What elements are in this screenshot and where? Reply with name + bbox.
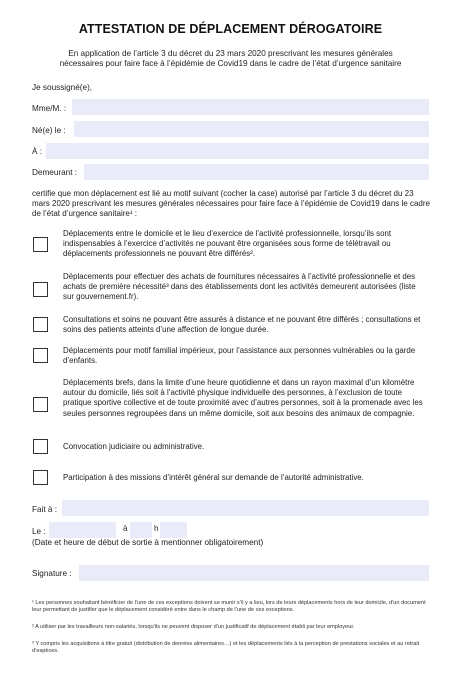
- date-label: Le :: [32, 527, 46, 536]
- address-field[interactable]: [84, 164, 429, 180]
- page-title: ATTESTATION DE DÉPLACEMENT DÉROGATOIRE: [78, 22, 383, 36]
- name-label: Mme/M. :: [32, 104, 67, 113]
- intro-line-1: En application de l’article 3 du décret du 23 mars 2020 prescrivant les mesures générales: [68, 49, 393, 58]
- date-at-label: à: [123, 524, 128, 533]
- date-note: (Date et heure de début de sortie à mentionner obligatoirement): [32, 538, 264, 547]
- intro-text: [26, 49, 435, 69]
- option-text-purchases: Déplacements pour effectuer des achats de fournitures nécessaires à l’activité professionnelle et des achats de première nécessité³ dans des établissements dont les activités demeurent autorisées (liste sur gouvernement.fr).: [63, 272, 416, 302]
- option-text-health: Consultations et soins ne pouvant être assurés à distance et ne pouvant être différés ; consultations et soins des patients atteints d’une affection de longue durée.: [63, 315, 421, 335]
- option-checkbox-general-interest[interactable]: [33, 470, 48, 485]
- birth-date-field[interactable]: [74, 121, 429, 137]
- option-text-exercise: Déplacements brefs, dans la limite d’une heure quotidienne et dans un rayon maximal d’un kilomètre autour du domicile, liés soit à l’activité physique individuelle des personnes, à l’exclusion de toute pratique sportive collective et de toute proximité avec d’autres personnes, soit à la promenade avec les seules personnes regroupées dans un même domicile, soit aux besoins des animaux de compagnie.: [63, 378, 423, 418]
- undersigned-label: Je soussigné(e),: [32, 83, 93, 92]
- footnote-2: ² A utiliser par les travailleurs non-salariés, lorsqu’ils ne peuvent disposer d’un justificatif de déplacement établi par leur employeur.: [32, 624, 355, 630]
- address-label: Demeurant :: [32, 168, 78, 177]
- date-field[interactable]: [49, 522, 116, 538]
- birth-date-label: Né(e) le :: [32, 126, 66, 135]
- option-text-general-interest: Participation à des missions d’intérêt général sur demande de l’autorité administrative.: [63, 473, 364, 482]
- option-text-judicial: Convocation judiciaire ou administrative.: [63, 442, 205, 451]
- place-field[interactable]: [62, 500, 429, 516]
- signature-label: Signature :: [32, 569, 72, 578]
- name-field[interactable]: [72, 99, 429, 115]
- option-text-professional: Déplacements entre le domicile et le lieu d’exercice de l’activité professionnelle, lorsqu’ils sont indispensables à l’exercice d’activités ne pouvant être organisées sous forme de télétravail ou déplacements professionnels ne pouvant être différés².: [63, 229, 392, 259]
- footnote-3: ³ Y compris les acquisitions à titre gratuit (distribution de denrées alimentaires…) et les déplacements liés à la perception de prestations sociales et au retrait d’espèces.: [32, 641, 420, 654]
- option-checkbox-purchases[interactable]: [33, 282, 48, 297]
- minute-field[interactable]: [160, 522, 187, 538]
- birth-place-field[interactable]: [46, 143, 429, 159]
- birth-place-label: À :: [32, 147, 43, 156]
- option-text-family: Déplacements pour motif familial impérieux, pour l’assistance aux personnes vulnérables ou la garde d’enfants.: [63, 346, 416, 366]
- certify-text: certifie que mon déplacement est lié au motif suivant (cocher la case) autorisé par l’article 3 du décret du 23 mars 2020 prescrivant les mesures générales nécessaires pour faire face à l’épidémie de Covid19 dans le cadre de l’état d’urgence sanitaire¹ :: [32, 189, 430, 218]
- footnote-1: ¹ Les personnes souhaitant bénéficier de l’une de ces exceptions doivent se munir s’il y a lieu, lors de leurs déplacements hors de leur domicile, d’un document leur permettant de justifier que le déplacement considéré entre dans le champ de l’une de ces exceptions.: [32, 600, 426, 613]
- signature-field[interactable]: [79, 565, 429, 581]
- option-checkbox-exercise[interactable]: [33, 397, 48, 412]
- hour-suffix-label: h: [154, 524, 159, 533]
- option-checkbox-health[interactable]: [33, 317, 48, 332]
- place-label: Fait à :: [32, 505, 58, 514]
- intro-line-2: nécessaires pour faire face à l’épidémie de Covid19 dans le cadre de l’état d’urgence sanitaire: [59, 59, 402, 68]
- option-checkbox-professional[interactable]: [33, 237, 48, 252]
- option-checkbox-family[interactable]: [33, 348, 48, 363]
- option-checkbox-judicial[interactable]: [33, 439, 48, 454]
- hour-field[interactable]: [130, 522, 152, 538]
